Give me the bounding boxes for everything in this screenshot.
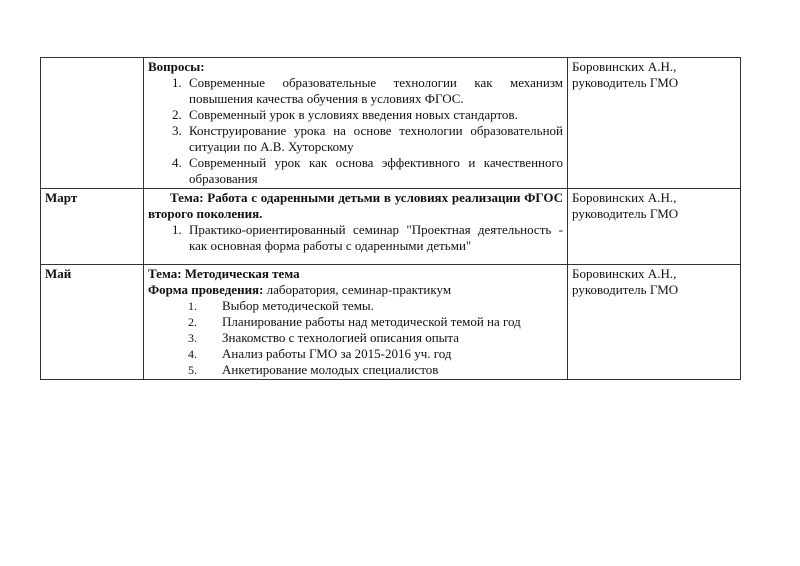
list-item: 3. Конструирование урока на основе технологии образовательной ситуации по А.В. Хуторскому xyxy=(185,123,563,155)
heading: Вопросы: xyxy=(148,59,205,74)
responsible-cell: Боровинских А.Н., руководитель ГМО xyxy=(568,58,741,189)
list-item: 1. Выбор методической темы. xyxy=(200,298,563,314)
content-cell xyxy=(144,189,568,265)
form-value: лаборатория, семинар-практикум xyxy=(263,282,452,297)
content-cell xyxy=(144,58,568,189)
list-item: 3. Знакомство с технологией описания опыта xyxy=(200,330,563,346)
table-row xyxy=(41,189,741,265)
responsible-cell: Боровинских А.Н., руководитель ГМО xyxy=(568,265,741,380)
list-item: 1. Современные образовательные технологии как механизм повышения качества обучения в условиях ФГОС. xyxy=(185,75,563,107)
month-cell xyxy=(41,58,144,189)
table-row xyxy=(41,265,741,380)
list-item: 2. Планирование работы над методической темой на год xyxy=(200,314,563,330)
table-row xyxy=(41,58,741,189)
list-item: 5. Анкетирование молодых специалистов xyxy=(200,362,563,378)
list-item: 4. Современный урок как основа эффективного и качественного образования xyxy=(185,155,563,187)
plan-table xyxy=(40,57,741,380)
content-cell xyxy=(144,265,568,380)
list-item: 1. Практико-ориентированный семинар "Проектная деятельность - как основная форма работы с одаренными детьми" xyxy=(185,222,563,254)
responsible-cell: Боровинских А.Н., руководитель ГМО xyxy=(568,189,741,265)
heading: Тема: Методическая тема xyxy=(148,266,300,281)
list-item: 4. Анализ работы ГМО за 2015-2016 уч. год xyxy=(200,346,563,362)
list-item: 2. Современный урок в условиях введения новых стандартов. xyxy=(185,107,563,123)
month-cell: Май xyxy=(41,265,144,380)
month-cell: Март xyxy=(41,189,144,265)
form-label: Форма проведения: xyxy=(148,282,264,297)
heading: Тема: Работа с одаренными детьми в условиях реализации ФГОС второго поколения. xyxy=(148,190,563,221)
